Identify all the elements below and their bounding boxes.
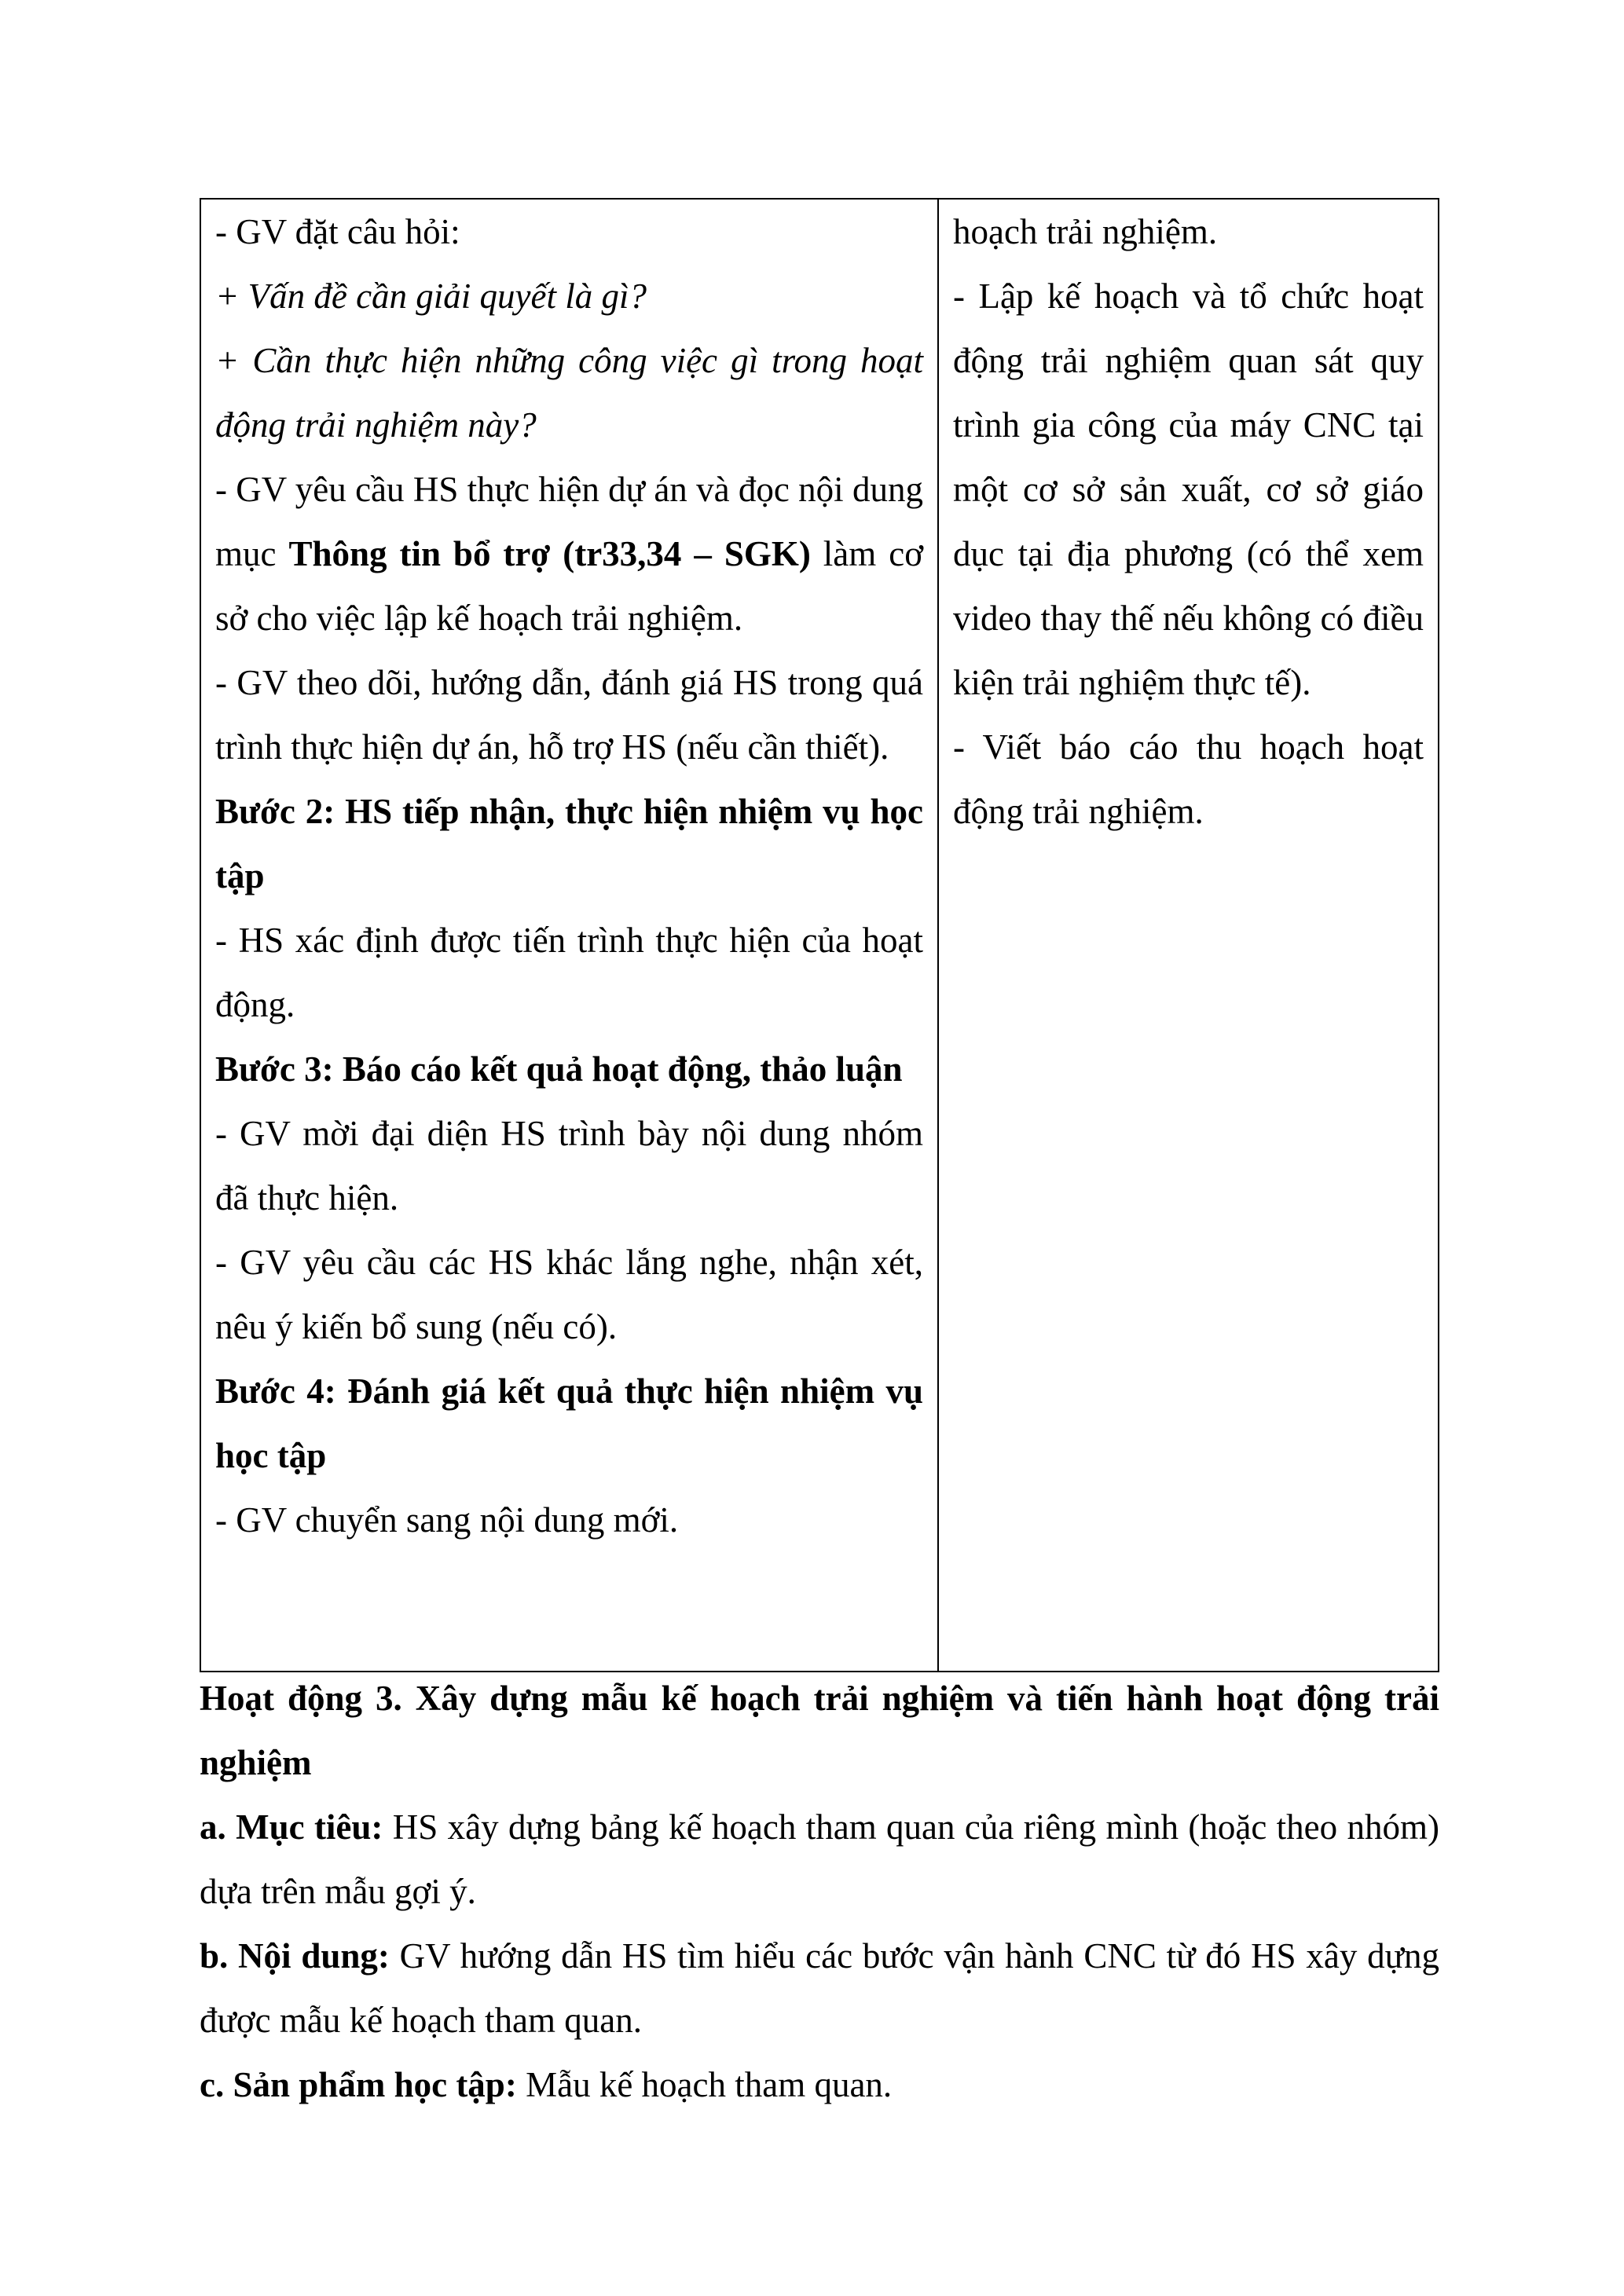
table-text: - HS xác định được tiến trình thực hiện của hoạt động. — [215, 921, 923, 1024]
table-text: - GV theo dõi, hướng dẫn, đánh giá HS trong quá trình thực hiện dự án, hỗ trợ HS (nếu cần thiết). — [215, 663, 923, 767]
product-text: Mẫu kế hoạch tham quan. — [516, 2065, 893, 2104]
table-text: - Viết báo cáo thu hoạch hoạt động trải nghiệm. — [953, 727, 1424, 831]
table-text — [215, 457, 923, 650]
expected-products-cell — [939, 200, 1438, 1671]
step-heading: Bước 3: Báo cáo kết quả hoạt động, thảo luận — [215, 1049, 903, 1089]
goal-paragraph — [200, 1795, 1439, 1924]
content-paragraph — [200, 1924, 1439, 2052]
goal-text: HS xây dựng bảng kế hoạch tham quan của riêng mình (hoặc theo nhóm) dựa trên mẫu gợi ý. — [200, 1807, 1439, 1911]
text: làm cơ sở cho việc lập kế hoạch trải nghiệm. — [215, 534, 923, 638]
activity-table — [200, 198, 1439, 1672]
content-text: GV hướng dẫn HS tìm hiểu các bước vận hành CNC từ đó HS xây dựng được mẫu kế hoạch tham quan. — [200, 1936, 1440, 2040]
table-text: - GV yêu cầu các HS khác lắng nghe, nhận xét, nêu ý kiến bổ sung (nếu có). — [215, 1243, 923, 1346]
content-label: b. Nội dung: — [200, 1936, 390, 1976]
goal-label: a. Mục tiêu: — [200, 1807, 383, 1847]
table-text: hoạch trải nghiệm. — [953, 212, 1218, 251]
table-text: - GV mời đại diện HS trình bày nội dung nhóm đã thực hiện. — [215, 1114, 923, 1218]
activity-3-section — [200, 1666, 1439, 2117]
table-text: - Lập kế hoạch và tổ chức hoạt động trải nghiệm quan sát quy trình gia công của máy CNC tại một cơ sở sản xuất, cơ sở giáo dục tại địa phương (có thể xem video thay thế nếu không có điều kiện trải nghiệm thực tế). — [953, 276, 1424, 702]
table-text: - GV chuyển sang nội dung mới. — [215, 1500, 679, 1540]
activity-title: Hoạt động 3. Xây dựng mẫu kế hoạch trải nghiệm và tiến hành hoạt động trải nghiệm — [200, 1679, 1439, 1782]
table-text: - GV đặt câu hỏi: — [215, 212, 460, 251]
bold-ref: Thông tin bổ trợ (tr33,34 – SGK) — [288, 534, 811, 573]
teacher-student-activities-cell — [201, 200, 939, 1671]
product-paragraph — [200, 2052, 1439, 2117]
product-label: c. Sản phẩm học tập: — [200, 2065, 517, 2104]
question-1: + Vấn đề cần giải quyết là gì? — [215, 276, 647, 316]
text: - GV yêu cầu HS thực hiện dự án và đọc nội dung mục — [215, 470, 923, 573]
question-2: + Cần thực hiện những công việc gì trong hoạt động trải nghiệm này? — [215, 341, 923, 445]
step-heading: Bước 2: HS tiếp nhận, thực hiện nhiệm vụ học tập — [215, 792, 923, 895]
step-heading: Bước 4: Đánh giá kết quả thực hiện nhiệm vụ học tập — [215, 1371, 923, 1475]
